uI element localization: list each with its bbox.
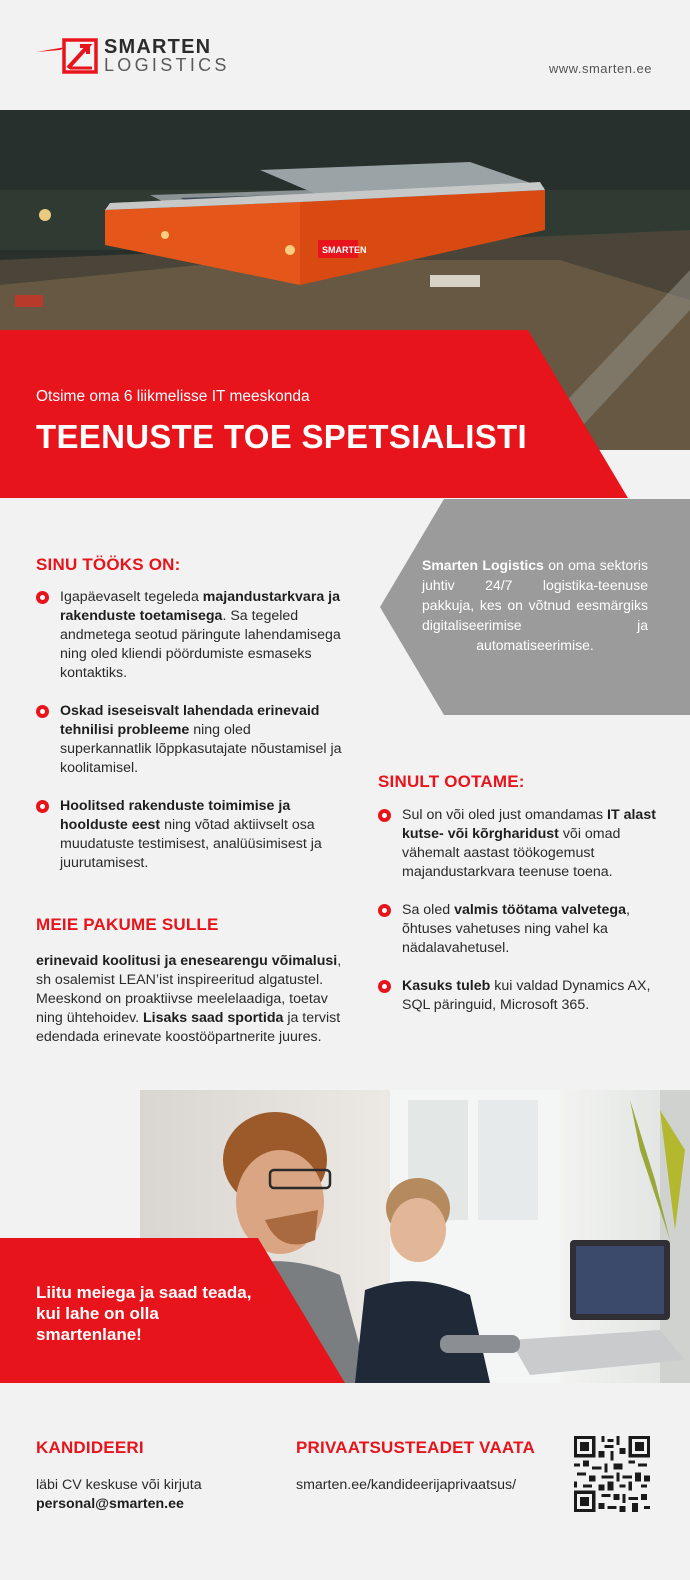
company-intro-text xyxy=(422,555,648,655)
apply-email-link[interactable]: personal@smarten.ee xyxy=(36,1496,184,1512)
apply-instructions: läbi CV keskuse või kirjuta xyxy=(36,1477,202,1493)
join-us-text: Liitu meiega ja saad teada, kui lahe on olla smartenlane! xyxy=(36,1283,252,1344)
list-item: Kasuks tuleb kui valdad Dynamics AX, SQL päringuid, Microsoft 365. xyxy=(378,977,658,1015)
offer-heading: MEIE PAKUME SULLE xyxy=(36,915,219,934)
privacy-url-link[interactable]: smarten.ee/kandideerijaprivaatsus/ xyxy=(296,1477,517,1493)
red-bullet-icon xyxy=(378,980,391,993)
red-bullet-icon xyxy=(36,591,49,604)
offer-text: erinevaid koolitusi ja enesearengu võimalusi, sh osalemist LEAN’ist inspireeritud algatustel. Meeskond on proaktiivse meelelaadiga, toetav ning ühtehoidev. Lisaks saad sportida ja tervist edendada erinevate koostööpartnerite juures. xyxy=(36,953,342,1045)
job-title-heading: TEENUSTE TOE SPETSIALISTI xyxy=(36,418,527,455)
smarten-logo-mark-icon xyxy=(36,38,98,74)
red-bullet-icon xyxy=(36,800,49,813)
website-link[interactable]: www.smarten.ee xyxy=(548,61,652,76)
red-bullet-icon xyxy=(378,904,391,917)
hero-subtitle: Otsime oma 6 liikmelisse IT meeskonda xyxy=(36,388,310,405)
logo-wordmark-smarten: SMARTEN xyxy=(104,36,212,58)
list-item: Hoolitsed rakenduste toimimise ja hoolduste eest ning võtad aktiivselt osa muudatuste testimisest, analüüsimisest ja juurutamisest. xyxy=(36,797,346,873)
list-item: Sul on või oled just omandamas IT alast kutse- või kõrgharidust või omad vähemalt aastast töökogemust majandustarkvara teenuse toena. xyxy=(378,806,658,882)
list-item: Sa oled valmis töötama valvetega, õhtuses vahetuses ning vahel ka nädalavahetusel. xyxy=(378,901,658,958)
red-bullet-icon xyxy=(378,809,391,822)
expectations-heading: SINULT OOTAME: xyxy=(378,772,525,791)
hero-red-banner xyxy=(0,330,628,498)
apply-text xyxy=(36,1476,276,1514)
apply-heading: KANDIDEERI xyxy=(36,1438,144,1457)
qr-code-icon[interactable] xyxy=(574,1436,650,1512)
list-item: Oskad iseseisvalt lahendada erinevaid tehnilisi probleeme ning oled superkannatlik lõppkasutajate nõustamisel ja koolitamisel. xyxy=(36,702,346,778)
duties-list xyxy=(36,588,346,892)
privacy-heading: PRIVAATSUSTEADET VAATA xyxy=(296,1438,535,1457)
building-sign-text: SMARTEN xyxy=(322,245,367,255)
duties-heading: SINU TÖÖKS ON: xyxy=(36,555,181,574)
logo-wordmark-logistics: LOGISTICS xyxy=(104,55,230,75)
expectations-list xyxy=(378,806,658,1034)
intro-body: on oma sektoris juhtiv 24/7 logistika-teenuse pakkuja, kes on võtnud eesmärgiks digitaliseerimise ja automatiseerimise. xyxy=(422,557,648,653)
red-bullet-icon xyxy=(36,705,49,718)
list-item: Igapäevaselt tegeleda majandustarkvara ja rakenduste toetamisega. Sa tegeled andmetega seotud päringute lahendamisega ning oled kliendi pöördumiste esmaseks kontaktiks. xyxy=(36,588,346,683)
intro-company-name: Smarten Logistics xyxy=(422,557,544,573)
